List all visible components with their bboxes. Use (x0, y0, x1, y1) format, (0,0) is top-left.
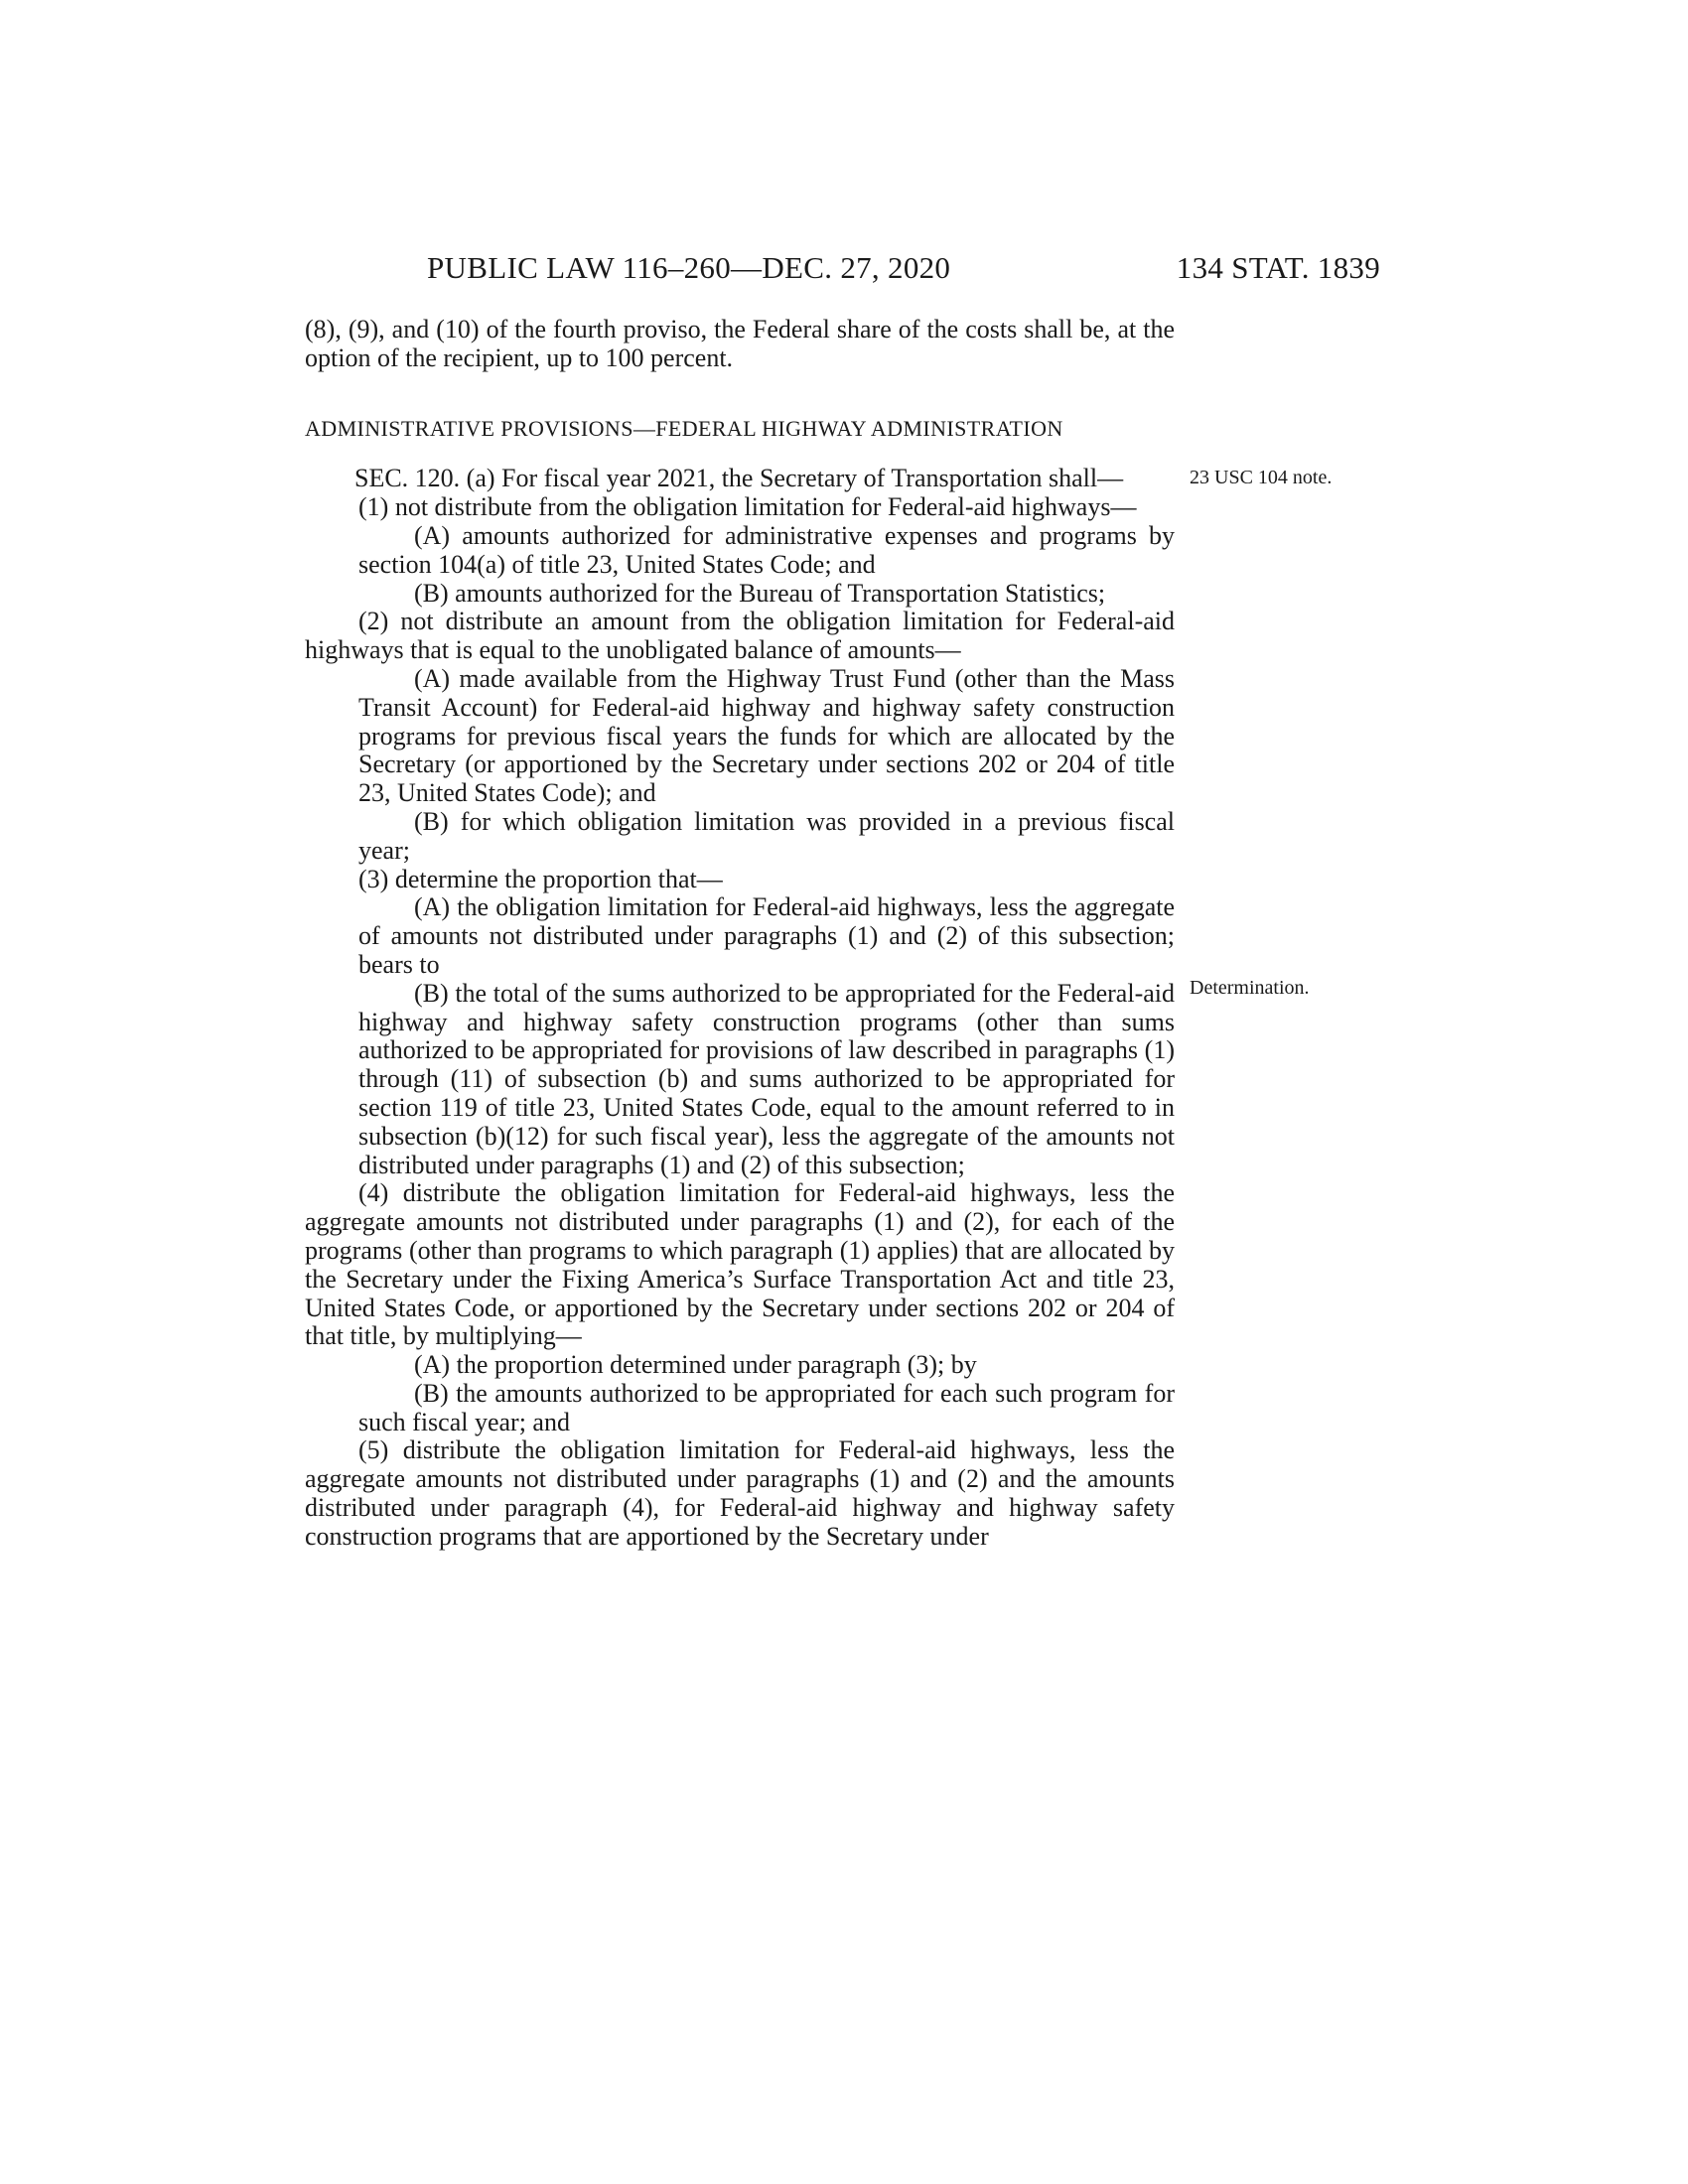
paragraph-4 (305, 1179, 1175, 1351)
paragraph-1-B-text: (B) amounts authorized for the Bureau of Transportation Statistics; (414, 578, 1106, 608)
paragraph-3-A-text: (A) the obligation limitation for Federal-aid highways, less the aggregate of amounts not distributed under paragraphs (1) and (2) of this subsection; bears to (358, 892, 1175, 979)
paragraph-2-A-text: (A) made available from the Highway Trust Fund (other than the Mass Transit Account) for Federal-aid highway and highway safety construction programs for previous fiscal years the funds for which are allocated by the Secretary (or apportioned by the Secretary under sections 202 or 204 of title 23, United States Code); and (358, 663, 1175, 808)
margin-note-determination: Determination. (1190, 977, 1310, 999)
paragraph-1-A (305, 522, 1175, 580)
paragraph-1-text: (1) not distribute from the obligation limitation for Federal-aid highways— (358, 492, 1137, 522)
stat-page-number: 134 STAT. 1839 (1176, 250, 1380, 285)
margin-note-usc: 23 USC 104 note. (1190, 467, 1333, 488)
paragraph-3-B (305, 980, 1175, 1180)
paragraph-3 (305, 866, 1175, 894)
paragraph-1 (305, 493, 1175, 522)
running-head (427, 250, 1380, 290)
paragraph-4-text: (4) distribute the obligation limitation for Federal-aid highways, less the aggregate amounts not distributed under paragraphs (1) and (2), for each of the programs (other than programs to which paragraph (1) applies) that are allocated by the Secretary under the Fixing America’s Surface Transportation Act and title 23, United States Code, or apportioned by the Secretary under sections 202 or 204 of that title, by multiplying— (305, 1178, 1175, 1351)
law-title: PUBLIC LAW 116–260—DEC. 27, 2020 (427, 250, 951, 285)
paragraph-4-A (305, 1351, 1175, 1380)
paragraph-2 (305, 608, 1175, 665)
paragraph-2-B (305, 808, 1175, 866)
paragraph-5-text: (5) distribute the obligation limitation for Federal-aid highways, less the aggregate amounts not distributed under paragraphs (1) and (2) and the amounts distributed under paragraph (4), for Federal-aid highway and highway safety construction programs that are apportioned by the Secretary under (305, 1435, 1175, 1551)
paragraph-4-B (305, 1380, 1175, 1437)
carryover-paragraph: (8), (9), and (10) of the fourth proviso, the Federal share of the costs shall be, at the option of the recipient, up to 100 percent. (305, 315, 1175, 372)
paragraph-4-B-text: (B) the amounts authorized to be appropriated for each such program for such fiscal year; and (358, 1378, 1175, 1436)
paragraph-5 (305, 1436, 1175, 1551)
document-body (305, 316, 1175, 1552)
section-heading: ADMINISTRATIVE PROVISIONS—FEDERAL HIGHWAY ADMINISTRATION (305, 415, 1063, 441)
paragraph-3-A (305, 893, 1175, 979)
paragraph-2-B-text: (B) for which obligation limitation was provided in a previous fiscal year; (358, 806, 1175, 865)
paragraph-4-A-text: (A) the proportion determined under paragraph (3); by (414, 1350, 977, 1380)
paragraph-1-B (305, 580, 1175, 609)
paragraph-2-text: (2) not distribute an amount from the obligation limitation for Federal-aid highways that is equal to the unobligated balance of amounts— (305, 607, 1175, 665)
paragraph-3-B-text: (B) the total of the sums authorized to be appropriated for the Federal-aid highway and highway safety construction programs (other than sums authorized to be appropriated for provisions of law described in paragraphs (1) through (11) of subsection (b) and sums authorized to be appropriated for section 119 of title 23, United States Code, equal to the amount referred to in subsection (b)(12) for such fiscal year), less the aggregate of the amounts not distributed under paragraphs (1) and (2) of this subsection; (358, 978, 1175, 1179)
paragraph-3-text: (3) determine the proportion that— (358, 864, 723, 893)
paragraph-1-A-text: (A) amounts authorized for administrative expenses and programs by section 104(a) of title 23, United States Code; and (358, 520, 1175, 579)
sec-120-intro: SEC. 120. (a) For fiscal year 2021, the Secretary of Transportation shall— (354, 464, 1124, 493)
paragraph-2-A (305, 665, 1175, 808)
